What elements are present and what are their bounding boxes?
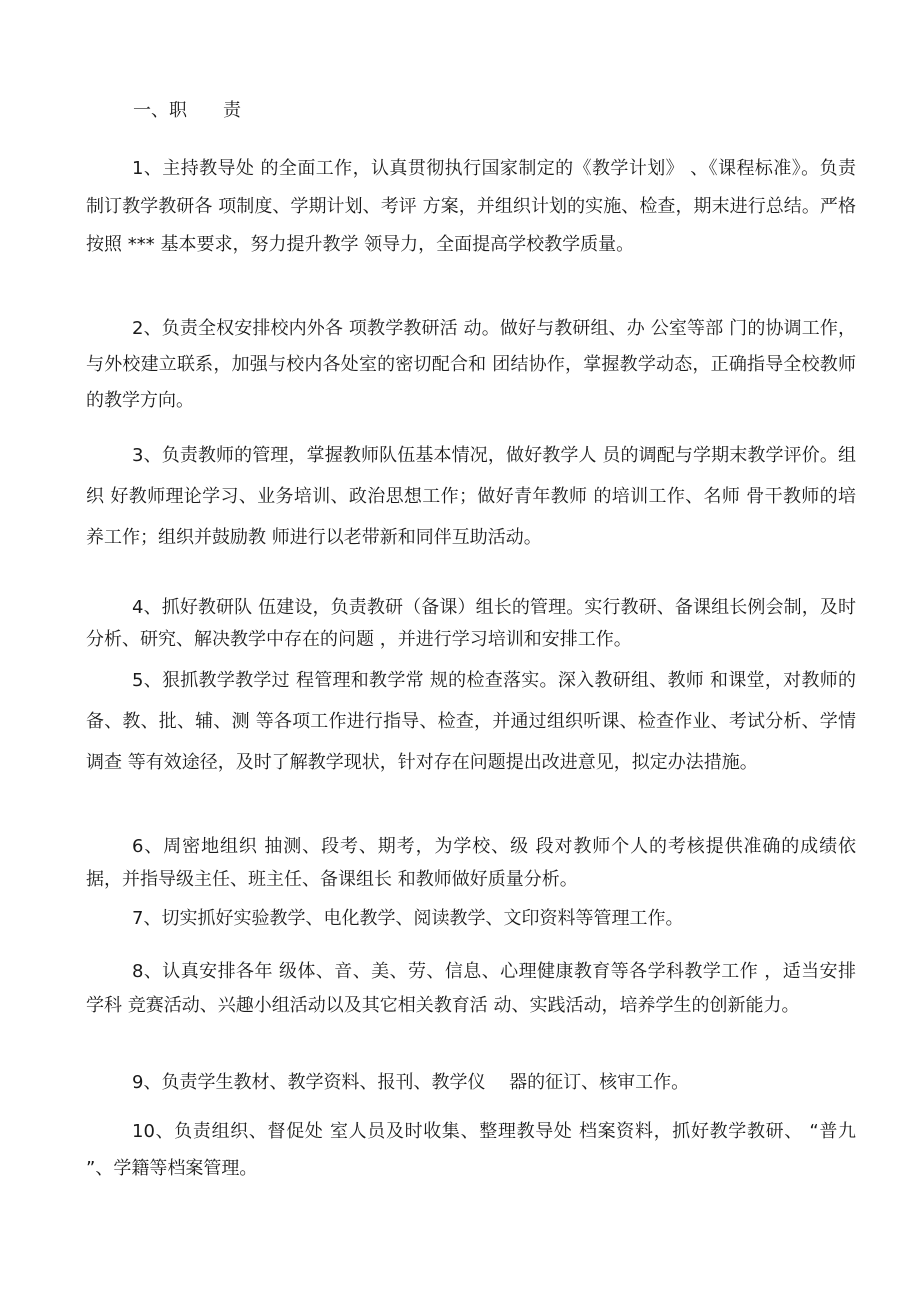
paragraph-duty-7: 7、切实抓好实验教学、电化教学、阅读教学、文印资料等管理工作。 bbox=[132, 908, 684, 929]
paragraph-duty-8: 8、认真安排各年 级体、音、美、劳、信息、心理健康教育等各学科教学工作 ，适当安排学科 竞赛活动、兴趣小组活动以及其它相关教育活 动、实践活动，培养学生的创新能力。 bbox=[86, 961, 856, 1016]
paragraph-duty-2: 2、负责全权安排校内外各 项教学教研活 动。做好与教研组、办 公室等部 门的协调工作，与外校建立联系，加强与校内各处室的密切配合和 团结协作，掌握教学动态，正确指导全校教师的教学方向。 bbox=[86, 318, 856, 411]
paragraph-duty-6: 6、周密地组织 抽测、段考、期考，为学校、级 段对教师个人的考核提供准确的成绩依据，并指导级主任、班主任、备课组长 和教师做好质量分析。 bbox=[86, 836, 856, 890]
paragraph-duty-3: 3、负责教师的管理，掌握教师队伍基本情况，做好教学人 员的调配与学期末教学评价。组织 好教师理论学习、业务培训、政治思想工作；做好青年教师 的培训工作、名师 骨干教师的培养工作；组织并鼓励教 师进行以老带新和同伴互助活动。 bbox=[86, 445, 856, 548]
paragraph-duty-5: 5、狠抓教学教学过 程管理和教学常 规的检查落实。深入教研组、教师 和课堂，对教师的备、教、批、辅、测 等各项工作进行指导、检查，并通过组织听课、检查作业、考试分析、学情调查 等有效途径，及时了解教学现状，针对存在问题提出改进意见，拟定办法措施。 bbox=[86, 670, 856, 773]
section-heading: 一、职 责 bbox=[133, 100, 241, 121]
paragraph-duty-1: 1、主持教导处 的全面工作，认真贯彻执行国家制定的《教学计划》 、《课程标准》。负责制订教学教研各 项制度、学期计划、考评 方案，并组织计划的实施、检查，期末进行总结。严格按照 *** 基本要求，努力提升教学 领导力，全面提高学校教学质量。 bbox=[86, 158, 856, 255]
paragraph-duty-10: 10、负责组织、督促处 室人员及时收集、整理教导处 档案资料，抓好教学教研、 “普九 ”、学籍等档案管理。 bbox=[86, 1121, 862, 1179]
paragraph-duty-9: 9、负责学生教材、教学资料、报刊、教学仪 器的征订、核审工作。 bbox=[132, 1072, 690, 1093]
paragraph-duty-4: 4、抓好教研队 伍建设，负责教研（备课）组长的管理。实行教研、备课组长例会制，及时分析、研究、解决教学中存在的问题 ，并进行学习培训和安排工作。 bbox=[86, 597, 856, 650]
